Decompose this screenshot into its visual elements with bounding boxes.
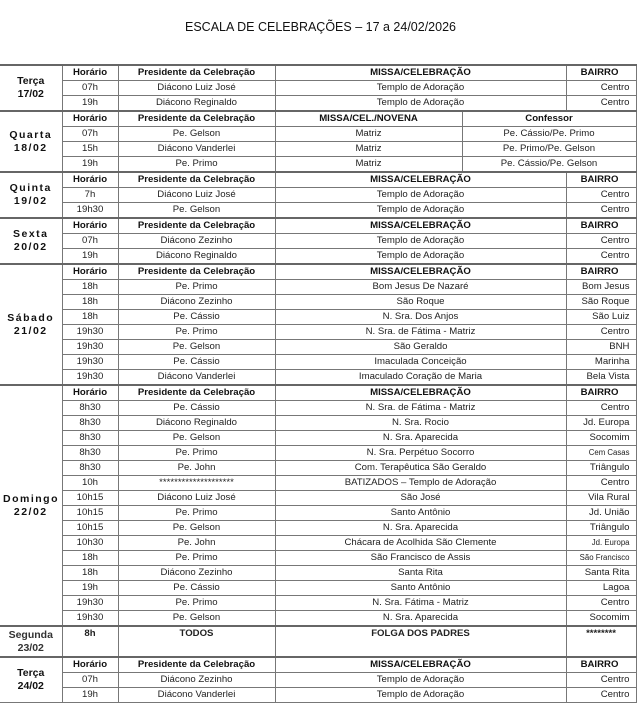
celebration-cell: Chácara de Acolhida São Clemente <box>275 536 566 551</box>
table-row <box>0 536 636 551</box>
time-cell: 07h <box>62 673 118 688</box>
celebrant-cell: Diácono Reginaldo <box>118 96 275 112</box>
day-name: Domingo <box>3 492 59 505</box>
celebrant-cell: Pe. Gelson <box>118 431 275 446</box>
celebrant-cell: Pe. Primo <box>118 280 275 295</box>
celebration-cell: N. Sra. de Fátima - Matriz <box>275 325 566 340</box>
celebrant-cell: Diácono Vanderlei <box>118 688 275 703</box>
celebration-cell: Imaculada Conceição <box>275 355 566 370</box>
table-row <box>0 234 636 249</box>
header-missa: MISSA/CELEBRAÇÃO <box>275 657 566 673</box>
celebration-cell: N. Sra. Aparecida <box>275 431 566 446</box>
header-presidente: Presidente da Celebração <box>118 65 275 81</box>
celebrant-cell: Pe. Cássio <box>118 355 275 370</box>
day-date: 24/02 <box>17 680 44 692</box>
celebration-cell: Com. Terapêutica São Geraldo <box>275 461 566 476</box>
header-missa: MISSA/CELEBRAÇÃO <box>275 385 566 401</box>
table-row <box>0 491 636 506</box>
neighborhood-cell: Jd. Europa <box>566 416 636 431</box>
neighborhood-cell: Centro <box>566 596 636 611</box>
time-cell: 8h30 <box>62 401 118 416</box>
day-name: Terça <box>17 75 45 87</box>
celebration-cell: N. Sra. Aparecida <box>275 521 566 536</box>
celebrant-cell: Pe. Primo <box>118 596 275 611</box>
page-title: ESCALA DE CELEBRAÇÕES – 17 a 24/02/2026 <box>185 20 456 34</box>
neighborhood-cell: Bela Vista <box>566 370 636 386</box>
neighborhood-cell: Centro <box>566 96 636 112</box>
celebrant-cell: Diácono Vanderlei <box>118 370 275 386</box>
neighborhood-cell: Centro <box>566 81 636 96</box>
neighborhood-cell: Centro <box>566 673 636 688</box>
day-date: 17/02 <box>17 88 44 100</box>
table-row <box>0 401 636 416</box>
celebrant-cell: Diácono Reginaldo <box>118 416 275 431</box>
celebration-cell: N. Sra. Dos Anjos <box>275 310 566 325</box>
celebration-cell: Bom Jesus De Nazaré <box>275 280 566 295</box>
time-cell: 19h30 <box>62 325 118 340</box>
table-row <box>0 688 636 703</box>
celebrant-cell: Pe. Gelson <box>118 127 275 142</box>
time-cell: 8h30 <box>62 446 118 461</box>
celebrant-cell: Pe. Primo <box>118 157 275 173</box>
day-name: Sábado <box>7 311 55 324</box>
time-cell: 10h30 <box>62 536 118 551</box>
time-cell: 19h30 <box>62 355 118 370</box>
celebrant-cell: Diácono Zezinho <box>118 566 275 581</box>
neighborhood-cell: Marinha <box>566 355 636 370</box>
neighborhood-cell: Triângulo <box>566 521 636 536</box>
time-cell: 8h30 <box>62 416 118 431</box>
table-row <box>0 81 636 96</box>
neighborhood-cell: Jd. Europa <box>566 536 636 551</box>
celebration-cell: São Geraldo <box>275 340 566 355</box>
celebration-cell: São José <box>275 491 566 506</box>
header-bairro: BAIRRO <box>566 172 636 188</box>
time-cell: 19h <box>62 249 118 265</box>
celebrant-cell: Pe. Primo <box>118 446 275 461</box>
table-row <box>0 142 636 157</box>
day-date: 22/02 <box>13 505 48 518</box>
celebration-cell: Santo Antônio <box>275 581 566 596</box>
table-row <box>0 340 636 355</box>
table-row <box>0 596 636 611</box>
celebrant-cell: Diácono Luiz José <box>118 491 275 506</box>
celebrant-cell: ******************** <box>118 476 275 491</box>
table-row <box>0 416 636 431</box>
table-row <box>0 566 636 581</box>
time-cell: 19h <box>62 96 118 112</box>
header-missa: MISSA/CEL./NOVENA <box>275 111 462 127</box>
celebrant-cell: Diácono Reginaldo <box>118 249 275 265</box>
celebration-cell: N. Sra. Aparecida <box>275 611 566 627</box>
table-row <box>0 310 636 325</box>
time-cell: 07h <box>62 234 118 249</box>
day-label <box>0 626 62 657</box>
day-label <box>0 385 62 626</box>
header-row <box>0 657 636 673</box>
time-cell: 18h <box>62 280 118 295</box>
celebration-cell: São Francisco de Assis <box>275 551 566 566</box>
table-row <box>0 581 636 596</box>
header-presidente: Presidente da Celebração <box>118 172 275 188</box>
day-date: 20/02 <box>13 241 48 253</box>
neighborhood-cell: Triângulo <box>566 461 636 476</box>
table-row <box>0 280 636 295</box>
celebration-cell: Imaculado Coração de Maria <box>275 370 566 386</box>
day-label <box>0 172 62 218</box>
time-cell: 7h <box>62 188 118 203</box>
time-cell: 10h <box>62 476 118 491</box>
table-row <box>0 626 636 657</box>
celebration-cell: Templo de Adoração <box>275 249 566 265</box>
header-horario: Horário <box>62 657 118 673</box>
header-row <box>0 172 636 188</box>
table-row <box>0 355 636 370</box>
header-horario: Horário <box>62 65 118 81</box>
neighborhood-cell: São Francisco <box>566 551 636 566</box>
neighborhood-cell: Bom Jesus <box>566 280 636 295</box>
day-label <box>0 111 62 172</box>
header-horario: Horário <box>62 264 118 280</box>
table-row <box>0 461 636 476</box>
neighborhood-cell: Centro <box>566 188 636 203</box>
header-missa: MISSA/CELEBRAÇÃO <box>275 172 566 188</box>
table-row <box>0 96 636 112</box>
day-date: 19/02 <box>13 195 48 207</box>
celebrant-cell: Pe. Primo <box>118 506 275 521</box>
header-presidente: Presidente da Celebração <box>118 218 275 234</box>
time-cell: 19h30 <box>62 203 118 219</box>
day-name: Segunda <box>8 628 53 641</box>
celebration-cell: Templo de Adoração <box>275 188 566 203</box>
header-bairro: BAIRRO <box>566 264 636 280</box>
celebration-cell: Templo de Adoração <box>275 96 566 112</box>
day-label <box>0 657 62 703</box>
header-missa: MISSA/CELEBRAÇÃO <box>275 264 566 280</box>
day-date: 23/02 <box>17 641 44 654</box>
celebrant-cell: TODOS <box>118 626 275 657</box>
time-cell: 18h <box>62 566 118 581</box>
celebration-cell: N. Sra. Perpétuo Socorro <box>275 446 566 461</box>
day-name: Quarta <box>9 128 53 141</box>
neighborhood-cell: Jd. União <box>566 506 636 521</box>
confessor-cell: Pe. Cássio/Pe. Gelson <box>462 157 636 173</box>
time-cell: 15h <box>62 142 118 157</box>
celebration-cell: Templo de Adoração <box>275 673 566 688</box>
day-name: Sexta <box>12 228 49 240</box>
celebration-cell: Matriz <box>275 157 462 173</box>
neighborhood-cell: Vila Rural <box>566 491 636 506</box>
header-row <box>0 218 636 234</box>
header-row <box>0 264 636 280</box>
time-cell: 07h <box>62 81 118 96</box>
time-cell: 18h <box>62 310 118 325</box>
day-label <box>0 65 62 111</box>
celebrant-cell: Pe. John <box>118 461 275 476</box>
header-bairro: BAIRRO <box>566 65 636 81</box>
celebrant-cell: Pe. John <box>118 536 275 551</box>
day-name: Terça <box>17 667 45 679</box>
table-row <box>0 127 636 142</box>
table-row <box>0 611 636 627</box>
header-horario: Horário <box>62 111 118 127</box>
time-cell: 19h30 <box>62 370 118 386</box>
neighborhood-cell: Socomim <box>566 431 636 446</box>
celebration-cell: N. Sra. Fátima - Matriz <box>275 596 566 611</box>
time-cell: 19h <box>62 157 118 173</box>
celebrant-cell: Pe. Primo <box>118 551 275 566</box>
table-row <box>0 673 636 688</box>
table-row <box>0 476 636 491</box>
header-bairro: BAIRRO <box>566 218 636 234</box>
celebrant-cell: Diácono Luiz José <box>118 81 275 96</box>
table-row <box>0 551 636 566</box>
neighborhood-cell: Cem Casas <box>566 446 636 461</box>
day-label <box>0 264 62 385</box>
neighborhood-cell: Santa Rita <box>566 566 636 581</box>
time-cell: 18h <box>62 295 118 310</box>
time-cell: 19h30 <box>62 340 118 355</box>
celebrant-cell: Pe. Gelson <box>118 203 275 219</box>
celebration-cell: Santa Rita <box>275 566 566 581</box>
celebration-cell: Templo de Adoração <box>275 688 566 703</box>
celebration-cell: N. Sra. Rocio <box>275 416 566 431</box>
celebrant-cell: Pe. Primo <box>118 325 275 340</box>
table-row <box>0 203 636 219</box>
day-name: Quinta <box>9 182 52 194</box>
header-presidente: Presidente da Celebração <box>118 111 275 127</box>
table-row <box>0 249 636 265</box>
table-row <box>0 446 636 461</box>
celebrant-cell: Pe. Cássio <box>118 581 275 596</box>
header-row <box>0 111 636 127</box>
header-row <box>0 65 636 81</box>
celebrant-cell: Diácono Zezinho <box>118 673 275 688</box>
celebration-cell: São Roque <box>275 295 566 310</box>
neighborhood-cell: Centro <box>566 325 636 340</box>
neighborhood-cell: Centro <box>566 476 636 491</box>
day-label <box>0 218 62 264</box>
time-cell: 10h15 <box>62 506 118 521</box>
header-horario: Horário <box>62 385 118 401</box>
celebrant-cell: Diácono Vanderlei <box>118 142 275 157</box>
header-presidente: Presidente da Celebração <box>118 385 275 401</box>
celebration-cell: FOLGA DOS PADRES <box>275 626 566 657</box>
celebration-cell: Matriz <box>275 127 462 142</box>
neighborhood-cell: Centro <box>566 688 636 703</box>
neighborhood-cell: ******** <box>566 626 636 657</box>
celebration-cell: Templo de Adoração <box>275 234 566 249</box>
table-row <box>0 157 636 173</box>
header-bairro: BAIRRO <box>566 657 636 673</box>
schedule-table <box>0 64 637 703</box>
celebrant-cell: Diácono Zezinho <box>118 234 275 249</box>
time-cell: 19h30 <box>62 611 118 627</box>
header-horario: Horário <box>62 218 118 234</box>
neighborhood-cell: São Luiz <box>566 310 636 325</box>
confessor-cell: Pe. Primo/Pe. Gelson <box>462 142 636 157</box>
header-bairro: BAIRRO <box>566 385 636 401</box>
time-cell: 18h <box>62 551 118 566</box>
day-date: 21/02 <box>13 324 48 337</box>
time-cell: 07h <box>62 127 118 142</box>
celebration-cell: BATIZADOS – Templo de Adoração <box>275 476 566 491</box>
header-presidente: Presidente da Celebração <box>118 657 275 673</box>
celebrant-cell: Pe. Gelson <box>118 521 275 536</box>
header-horario: Horário <box>62 172 118 188</box>
neighborhood-cell: BNH <box>566 340 636 355</box>
celebration-cell: Matriz <box>275 142 462 157</box>
time-cell: 8h <box>62 626 118 657</box>
neighborhood-cell: Lagoa <box>566 581 636 596</box>
time-cell: 19h30 <box>62 596 118 611</box>
table-row <box>0 188 636 203</box>
celebration-cell: Santo Antônio <box>275 506 566 521</box>
day-date: 18/02 <box>13 141 48 154</box>
celebration-cell: Templo de Adoração <box>275 81 566 96</box>
time-cell: 8h30 <box>62 431 118 446</box>
confessor-cell: Pe. Cássio/Pe. Primo <box>462 127 636 142</box>
header-missa: MISSA/CELEBRAÇÃO <box>275 65 566 81</box>
celebration-cell: N. Sra. de Fátima - Matriz <box>275 401 566 416</box>
neighborhood-cell: Centro <box>566 234 636 249</box>
celebration-cell: Templo de Adoração <box>275 203 566 219</box>
header-presidente: Presidente da Celebração <box>118 264 275 280</box>
neighborhood-cell: Socomim <box>566 611 636 627</box>
header-missa: MISSA/CELEBRAÇÃO <box>275 218 566 234</box>
time-cell: 8h30 <box>62 461 118 476</box>
table-row <box>0 506 636 521</box>
table-row <box>0 295 636 310</box>
celebrant-cell: Diácono Luiz José <box>118 188 275 203</box>
table-row <box>0 325 636 340</box>
celebrant-cell: Pe. Gelson <box>118 340 275 355</box>
time-cell: 19h <box>62 581 118 596</box>
neighborhood-cell: Centro <box>566 203 636 219</box>
neighborhood-cell: São Roque <box>566 295 636 310</box>
time-cell: 19h <box>62 688 118 703</box>
neighborhood-cell: Centro <box>566 249 636 265</box>
time-cell: 10h15 <box>62 521 118 536</box>
celebrant-cell: Pe. Cássio <box>118 310 275 325</box>
header-confessor: Confessor <box>462 111 636 127</box>
table-row <box>0 370 636 386</box>
table-row <box>0 431 636 446</box>
header-row <box>0 385 636 401</box>
celebrant-cell: Diácono Zezinho <box>118 295 275 310</box>
celebrant-cell: Pe. Cássio <box>118 401 275 416</box>
celebrant-cell: Pe. Gelson <box>118 611 275 627</box>
neighborhood-cell: Centro <box>566 401 636 416</box>
time-cell: 10h15 <box>62 491 118 506</box>
table-row <box>0 521 636 536</box>
